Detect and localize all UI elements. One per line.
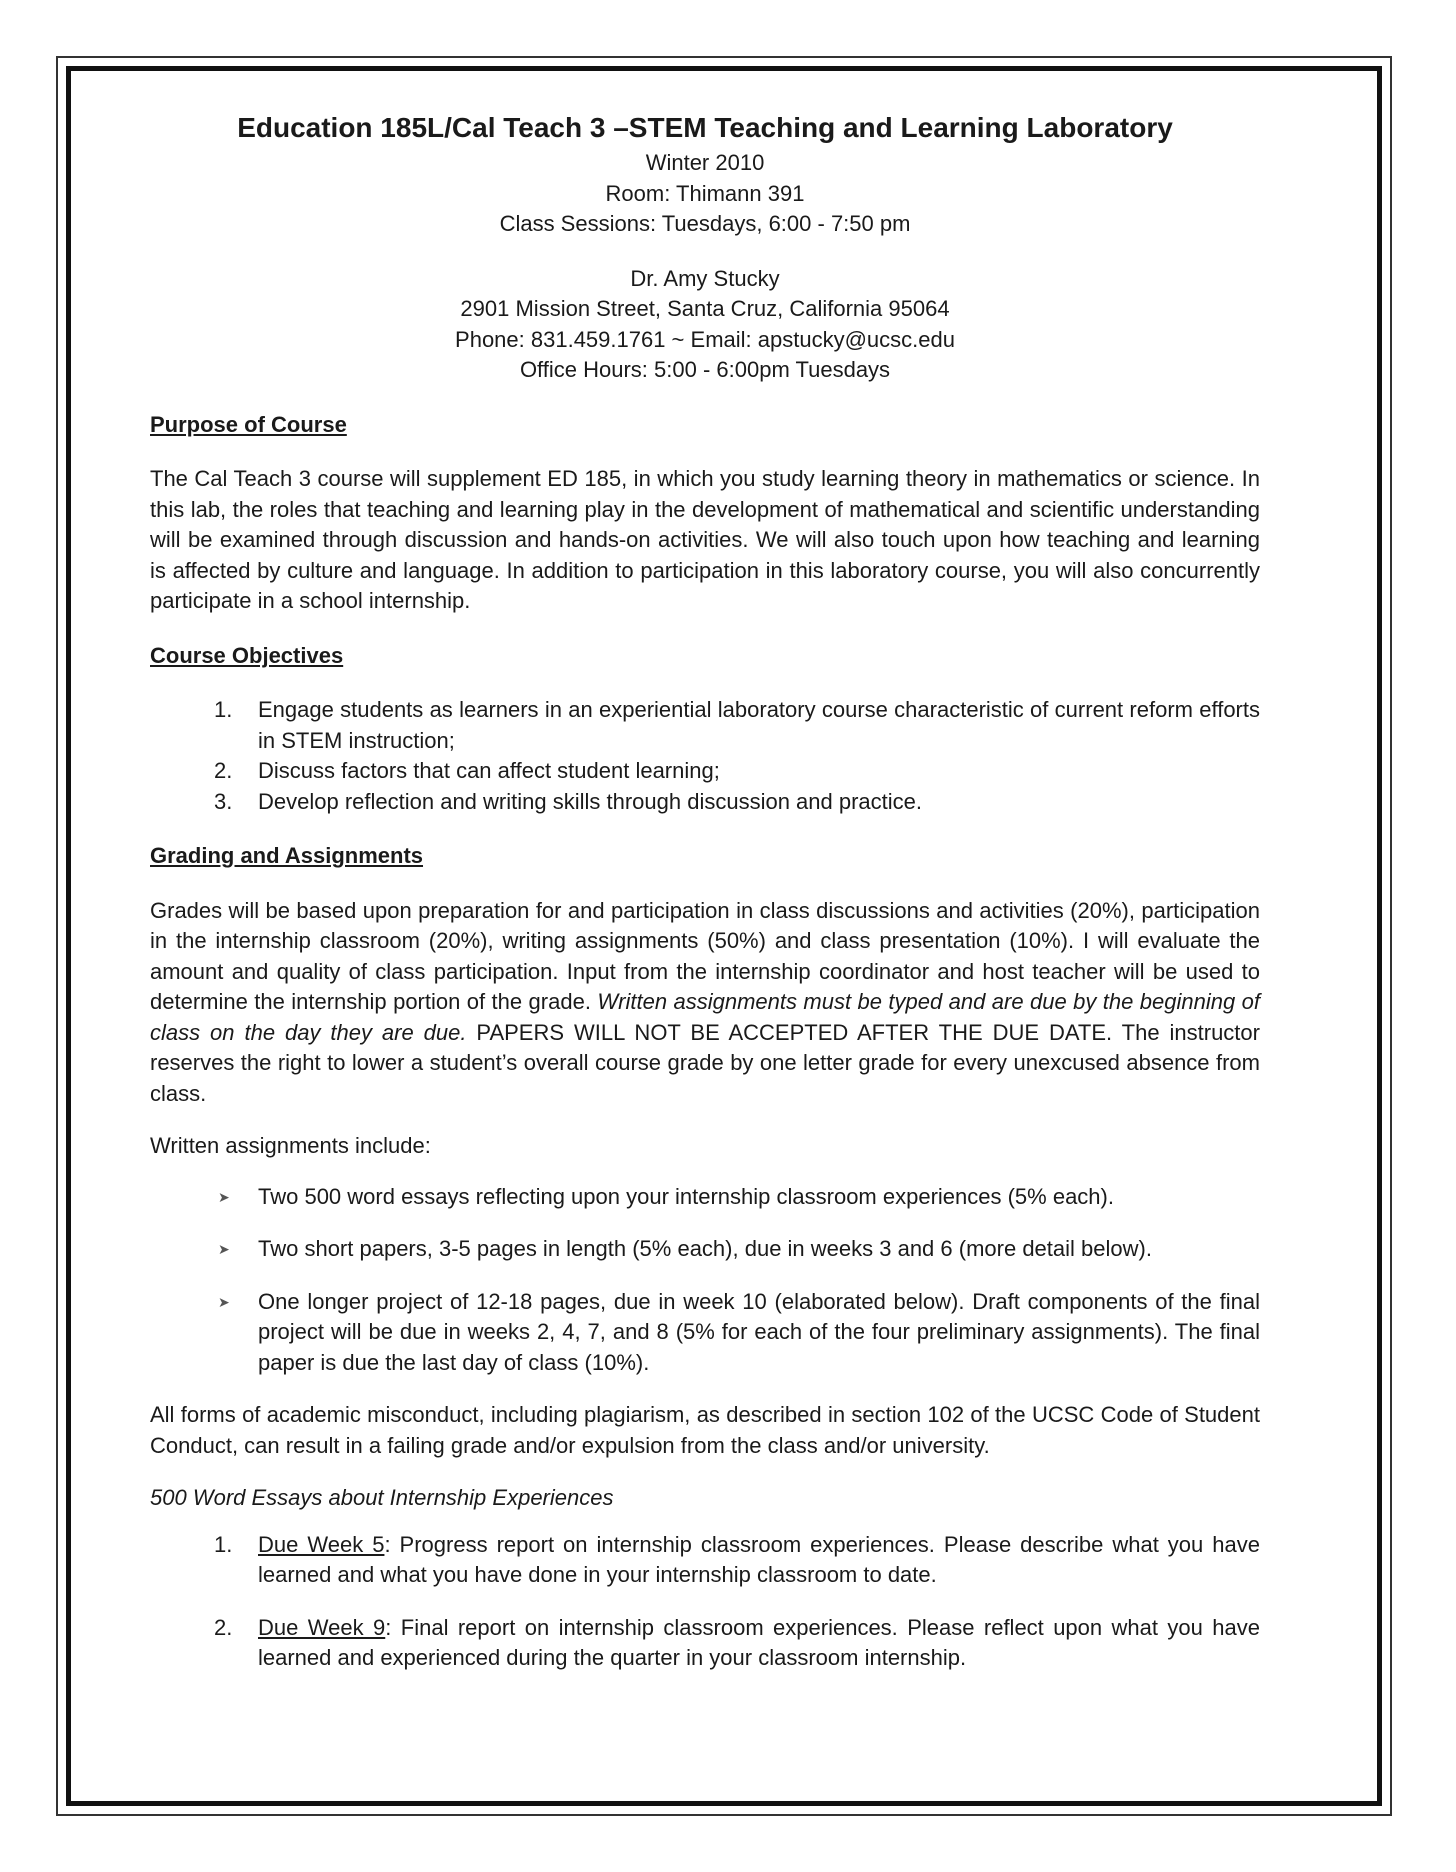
class-sessions: Class Sessions: Tuesdays, 6:00 - 7:50 pm (499, 211, 911, 236)
grading-text-italic: Written assignments must be typed and are due by the beginning of class on the day they are due. (150, 989, 1260, 1045)
grading-heading: Grading and Assignments (150, 843, 424, 868)
instructor-name: Dr. Amy Stucky (630, 265, 780, 291)
room: Room: Thimann 391 (605, 180, 805, 206)
course-title: Education 185L/Cal Teach 3 –STEM Teaching and Learning Laboratory (237, 112, 1173, 143)
due-week-label: Due Week 9 (258, 1614, 386, 1640)
list-item (150, 1613, 1260, 1674)
list-item-text: Two 500 word essays reflecting upon your internship classroom experiences (5% each). (258, 1183, 1114, 1209)
purpose-heading: Purpose of Course (150, 411, 347, 437)
instructor-address: 2901 Mission Street, Santa Cruz, California 95064 (460, 296, 950, 321)
syllabus-content (150, 108, 1260, 1674)
list-item-text: Engage students as learners in an experiential laboratory course characteristic of current reform efforts in STEM instruction; (258, 697, 1260, 753)
arrow-bullet-icon: ➤ (218, 1241, 230, 1257)
objectives-list (150, 695, 1260, 817)
list-item (150, 1530, 1260, 1591)
written-assignments-intro: Written assignments include: (150, 1133, 431, 1158)
list-item (150, 756, 1260, 787)
list-item (150, 1234, 1260, 1265)
list-item (150, 695, 1260, 756)
purpose-text: The Cal Teach 3 course will supplement ED 185, in which you study learning theory in mathematics or science. In this lab, the roles that teaching and learning play in the development of mathematical and scientific understanding will be examined through discussion and hands-on activities. We will also touch upon how teaching and learning is affected by culture and language. In addition to participation in this laboratory course, you will also concurrently participate in a school internship. (150, 466, 1260, 613)
grading-text-part2: PAPERS WILL NOT BE ACCEPTED AFTER THE DUE DATE. The instructor reserves the right to lower a student’s overall course grade by one letter grade for every unexcused absence from class. (150, 1019, 1260, 1106)
arrow-bullet-icon: ➤ (218, 1188, 230, 1205)
list-number: 3. (214, 788, 233, 814)
instructor-contact: Phone: 831.459.1761 ~ Email: apstucky@ucsc.edu (455, 326, 955, 352)
office-hours: Office Hours: 5:00 - 6:00pm Tuesdays (519, 357, 891, 382)
list-item-text: One longer project of 12-18 pages, due in week 10 (elaborated below). Draft components of the final project will be due in weeks 2, 4, 7, and 8 (5% for each of the four preliminary assignments). The final paper is due the last day of class (10%). (258, 1288, 1260, 1375)
essays-subheading: 500 Word Essays about Internship Experiences (150, 1485, 614, 1510)
grading-text-part1: Grades will be based upon preparation for and participation in class discussions and activities (20%), participation in the internship classroom (20%), writing assignments (50%) and class presentation (10%). I will evaluate the amount and quality of class participation. Input from the internship coordinator and host teacher will be used to determine the internship portion of the grade. (150, 897, 1260, 1014)
assignments-list (150, 1182, 1260, 1379)
grading-text (150, 896, 1260, 1110)
list-item-text: Develop reflection and writing skills through discussion and practice. (258, 788, 923, 814)
misconduct-text: All forms of academic misconduct, including plagiarism, as described in section 102 of the UCSC Code of Student Conduct, can result in a failing grade and/or expulsion from the class and/or university. (150, 1402, 1260, 1458)
list-item-text: Two short papers, 3-5 pages in length (5% each), due in weeks 3 and 6 (more detail below). (258, 1236, 1152, 1261)
list-number: 2. (214, 1614, 233, 1640)
objectives-heading: Course Objectives (150, 642, 344, 668)
list-number: 1. (214, 697, 233, 722)
due-week-label: Due Week 5 (258, 1531, 385, 1557)
list-item-text: Discuss factors that can affect student learning; (258, 758, 720, 783)
list-number: 2. (214, 758, 233, 783)
list-item-text: : Final report on internship classroom experiences. Please reflect upon what you have learned and experienced during the quarter in your classroom internship. (258, 1614, 1260, 1670)
list-number: 1. (214, 1531, 233, 1557)
arrow-bullet-icon: ➤ (218, 1293, 230, 1310)
list-item-text: : Progress report on internship classroom experiences. Please describe what you have learned and what you have done in your internship classroom to date. (258, 1531, 1260, 1587)
essays-list (150, 1530, 1260, 1674)
list-item (150, 1182, 1260, 1213)
list-item (150, 787, 1260, 818)
list-item (150, 1287, 1260, 1379)
term: Winter 2010 (645, 150, 765, 175)
